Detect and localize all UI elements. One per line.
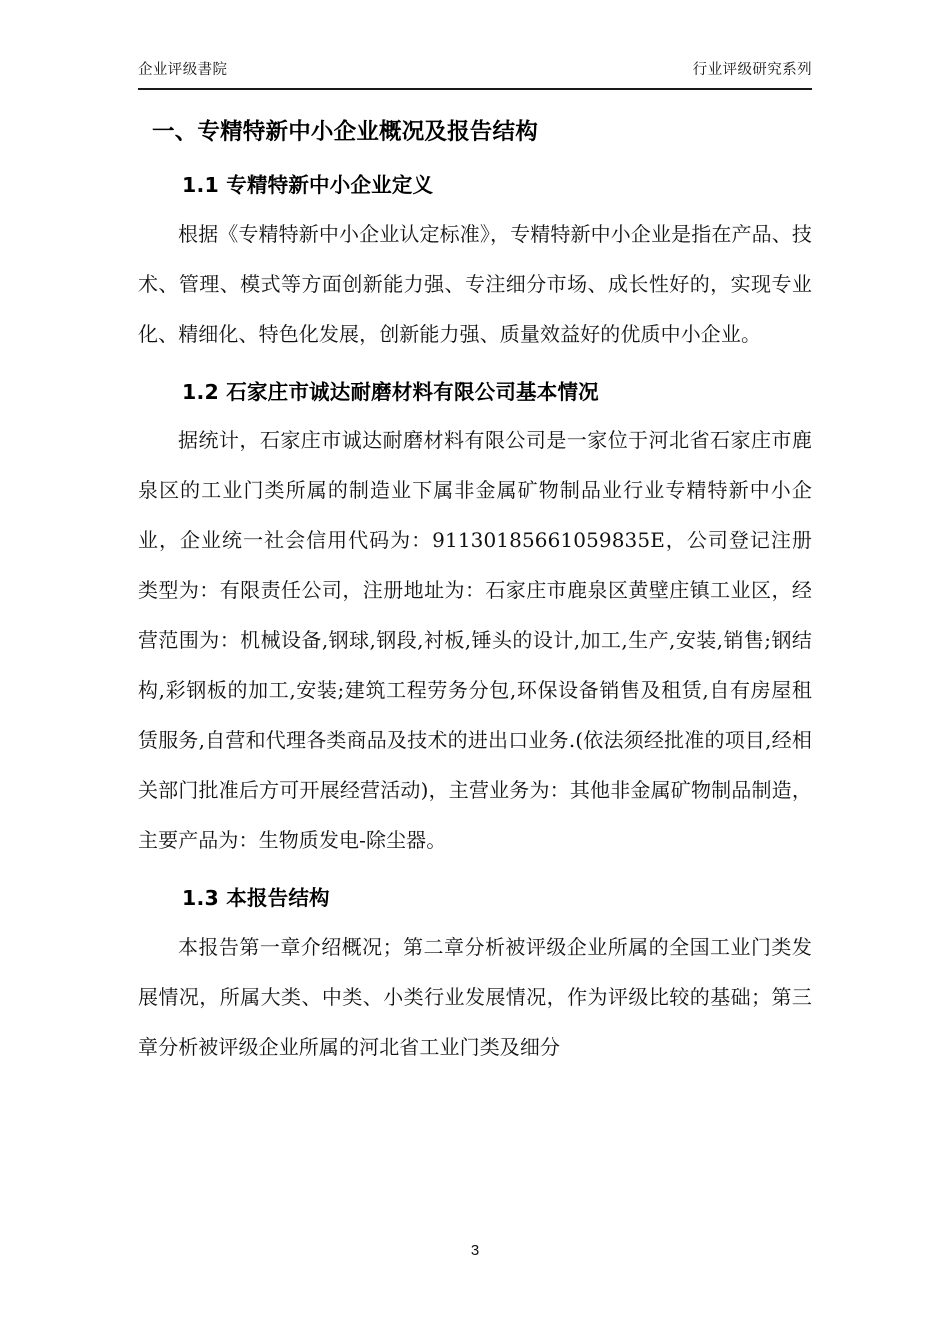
- document-body: [138, 106, 812, 1072]
- header-right-series: 行业评级研究系列: [692, 62, 812, 78]
- paragraph-company-profile: 据统计，石家庄市诚达耐磨材料有限公司是一家位于河北省石家庄市鹿泉区的工业门类所属的制造业下属非金属矿物制品业行业专精特新中小企业，企业统一社会信用代码为：91130185661059835E，公司登记注册类型为：有限责任公司，注册地址为：石家庄市鹿泉区黄壁庄镇工业区，经营范围为：机械设备,钢球,钢段,衬板,锤头的设计,加工,生产,安装,销售;钢结构,彩钢板的加工,安装;建筑工程劳务分包,环保设备销售及租赁,自有房屋租赁服务,自营和代理各类商品及技术的进出口业务.(依法须经批准的项目,经相关部门批准后方可开展经营活动)，主营业务为：其他非金属矿物制品制造，主要产品为：生物质发电-除尘器。: [138, 428, 812, 853]
- header-divider: [138, 88, 812, 90]
- paragraph-report-structure: 本报告第一章介绍概况；第二章分析被评级企业所属的全国工业门类发展情况，所属大类、中类、小类行业发展情况，作为评级比较的基础；第三章分析被评级企业所属的河北省工业门类及细分: [138, 935, 812, 1059]
- header-left-title: 企业评级書院: [138, 62, 228, 78]
- page-number: 3: [470, 1242, 480, 1259]
- page-header: [138, 62, 812, 83]
- paragraph-definition: 根据《专精特新中小企业认定标准》，专精特新中小企业是指在产品、技术、管理、模式等方面创新能力强、专注细分市场、成长性好的，实现专业化、精细化、特色化发展，创新能力强、质量效益好的优质中小企业。: [138, 221, 812, 346]
- chapter-heading: 一、专精特新中小企业概况及报告结构: [152, 119, 538, 145]
- section-heading-1-2: 1.2 石家庄市诚达耐磨材料有限公司基本情况: [182, 379, 599, 404]
- section-heading-1-3: 1.3 本报告结构: [182, 886, 330, 911]
- section-heading-1-1: 1.1 专精特新中小企业定义: [182, 172, 434, 197]
- page-footer: [0, 1242, 950, 1259]
